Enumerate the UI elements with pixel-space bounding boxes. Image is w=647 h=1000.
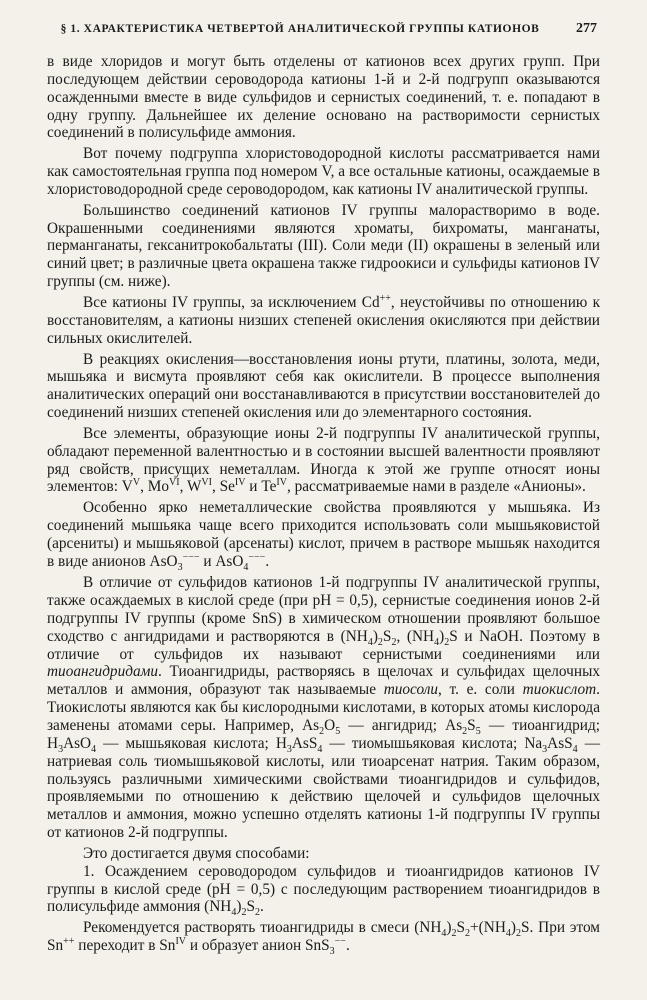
running-title: § 1. ХАРАКТЕРИСТИКА ЧЕТВЕРТОЙ АНАЛИТИЧЕСКОЙ ГРУППЫ КАТИОНОВ <box>60 23 540 35</box>
page-body <box>47 53 601 958</box>
paragraph-6: Все элементы, образующие ионы 2-й подгруппы IV аналитической группы, обладают переменной валентностью и в состоянии высшей валентности проявляют ряд свойств, присущих неметаллам. Иногда к этой же группе относят ионы элементов: $V^V$, $Mo^{VI}$, $W^{VI}$, $Se^{IV}$ и $Te^{IV}$, рассматриваемые нами в разделе «Анионы». <box>47 424 600 496</box>
paragraph-9: Это достигается двумя способами: <box>83 844 310 862</box>
paragraph-10: 1. Осаждением сероводородом сульфидов и тиоангидридов катионов IV группы в кислой среде (pH = 0,5) с последующим растворением тиоангидридов в полисульфиде аммония $(NH_4)_2S_2$. <box>47 862 600 919</box>
term-thioanhydrides: тиоангидридами <box>47 663 159 681</box>
paragraph-5: В реакциях окисления—восстановления ионы ртути, платины, золота, меди, мышьяка и висмута проявляют себя как окислители. В процессе выполнения аналитических операций они восстанавливаются в присутствии восстановителей до соединений низших степеней окисления или до элементарного состояния. <box>47 350 600 422</box>
paragraph-4: Все катионы IV группы, за исключением Cd++, неустойчивы по отношению к восстановителям, а катионы низших степеней окисления окисляются при действии сильных окислителей. <box>47 292 601 347</box>
paragraph-8: В отличие от сульфидов катионов 1-й подгруппы IV аналитической группы, также осаждаемых в кислой среде (при pH = 0,5), сернистые соединения ионов 2-й подгруппы IV группы (кроме SnS) в химическом отношении проявляют большое сходство с ангидридами и растворяются в $(NH_4)_2S_2$, $(NH_4)_2S$ и NaOH. Поэтому в отличие от сульфидов их называют сернистыми соединениями или тиоангидридами. Тиоангидриды, растворяясь в щелочах и сульфидах щелочных металлов и аммония, образуют так называемые тиосоли, т. е. соли тиокислот. Тиокислоты являются как бы кислородными кислотами, в которых атомы кислорода заменены атомами серы. Например, $As_2O_5$ — ангидрид; $As_2S_5$ — тиоангидрид; $H_3AsO_4$ — мышьяковая кислота; $H_3AsS_4$ — тиомышьяковая кислота; $Na_3AsS_4$ — натриевая соль тиомышьяковой кислоты, или тиоарсенат натрия. Таким образом, пользуясь различными химическими свойствами тиоангидридов и сульфидов, проявляемыми по отношению к действию щелочей и сульфидов щелочных металлов и аммония, можно успешно отделять катионы 1-й подгруппы IV группы от катионов 2-й подгруппы. <box>47 574 600 842</box>
cd-charge: ++ <box>379 292 391 304</box>
term-thioacids: тиокислот <box>522 681 597 699</box>
paragraph-2: Вот почему подгруппа хлористоводородной кислоты рассматривается нами как самостоятельная группа под номером V, а все остальные катионы, осаждаемые в хлористоводородной среде сероводородом, как катионы IV аналитической группы. <box>47 145 600 198</box>
page-number: 277 <box>576 21 597 36</box>
paragraph-1: в виде хлоридов и могут быть отделены от катионов всех других групп. При последующем действии сероводорода катионы 1-й и 2-й подгрупп оказываются осажденными вместе в виде сульфидов и сернистых соединений, т. е. попадают в одну группу. Дальнейшее их деление основано на растворимости сернистых соединений в полисульфиде аммония. <box>47 53 600 142</box>
arsenate-anion: AsO$_4$−−− <box>215 552 266 574</box>
term-thiosalts: тиосоли <box>383 681 439 699</box>
paragraph-3: Большинство соединений катионов IV группы малорастворимо в воде. Окрашенными соединениями являются хроматы, бихроматы, манганаты, перманганаты, гексанитрокобальтаты (III). Соли меди (II) окрашены в зеленый или синий цвет; в различные цвета окрашена также гидроокиси и сульфиды катионов IV группы (см. ниже). <box>47 201 600 291</box>
arsenite-anion: AsO$_3$−−− <box>149 552 200 574</box>
paragraph-7: Особенно ярко неметаллические свойства проявляются у мышьяка. Из соединений мышьяка чаще всего приходится использовать соли мышьяковистой (арсениты) и мышьяковой (арсенаты) кислот, причем в растворе мышьяк находится в виде анионов AsO$_3$−−− и AsO$_4$−−−. <box>47 499 600 574</box>
paragraph-11: Рекомендуется растворять тиоангидриды в смеси $(NH_4)_2S_2+(NH_4)_2S$. При этом Sn++ переходит в $Sn^{IV}$ и образует анион SnS$_3$−−. <box>47 919 600 958</box>
page-header <box>48 20 597 42</box>
